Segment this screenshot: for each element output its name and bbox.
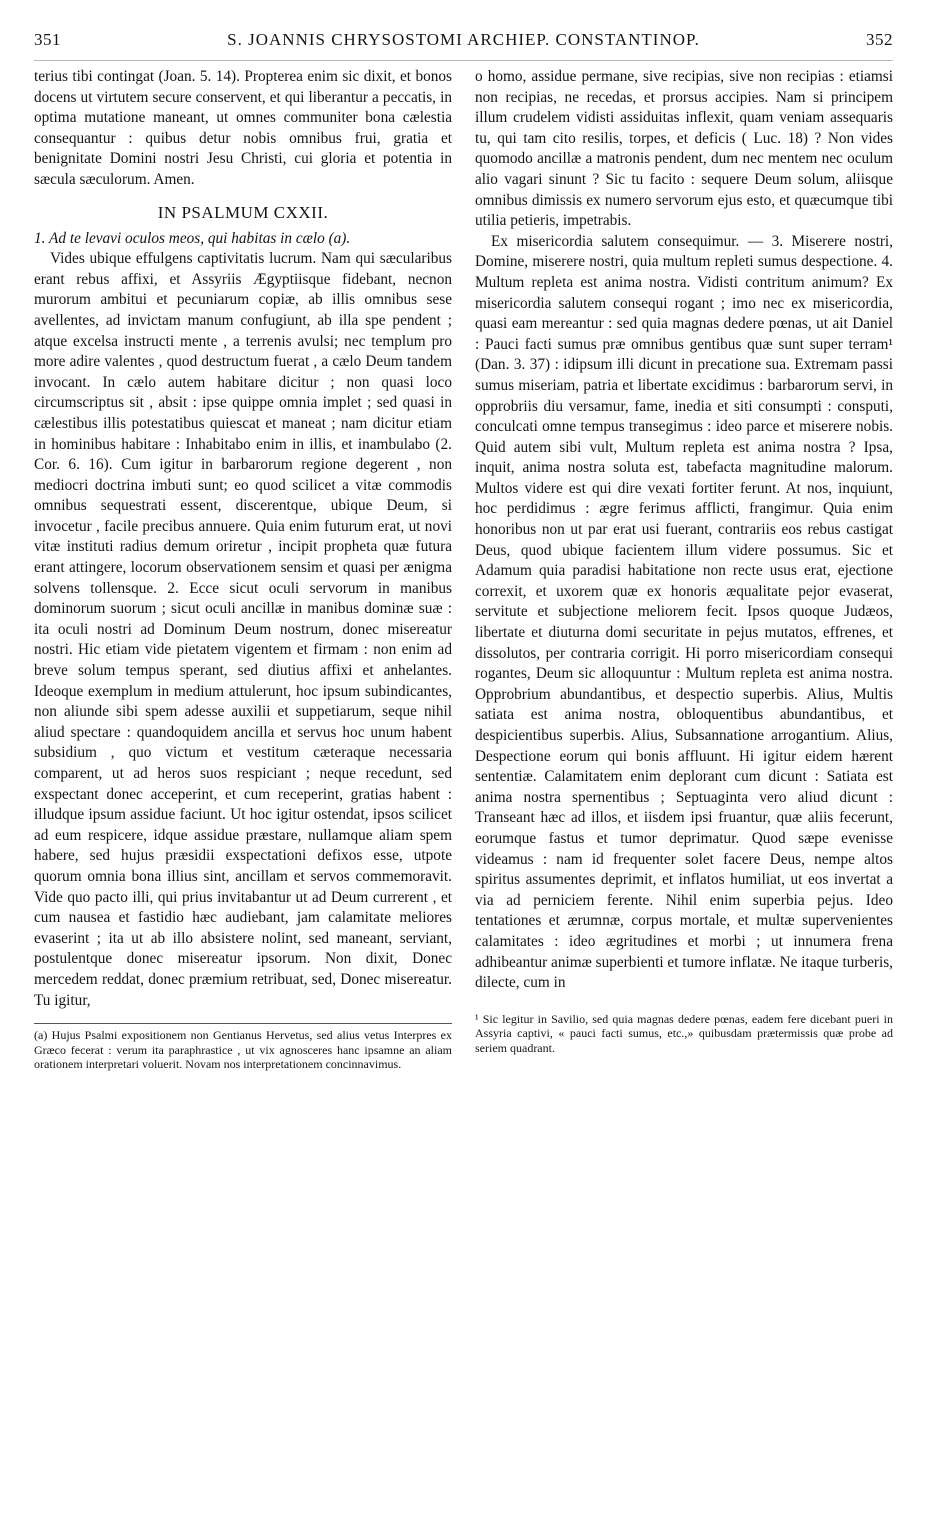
left-main-paragraph: Vides ubique effulgens captivitatis lucrum. Nam qui sæcularibus erant rebus affixi, et Assyriis Ægyptiisque fidebant, necnon murorum ambitui et pecuniarum copiæ, ab illis omnibus sese avellentes, ad invictam manum confugiunt, ab illa spe pendent ; atque excelsa instructi mente , a terrenis avulsi; nec templum pro more adire valentes , quod destructum fuerat , a cælo Deum tandem invocant. In cælo autem habitare dicitur ; non quasi loco circumscriptus sit , absit : ipse quippe omnia implet ; sed quasi in cælestibus illis potestatibus quiescat et maneat ; nam dicitur etiam in hominibus habitare : Inhabitabo enim in illis, et inambulabo (2. Cor. 6. 16). Cum igitur in barbarorum regione degerent , non mediocri doctrina imbuti sunt; eo quod scilicet a vitæ commodis omnibus sequestrati essent, discerentque, ubique Deum, si invocetur , facile precibus annuere. Quia enim futurum erat, ut novi vitæ instituti radius demum oriretur , incipit propheta quæ futura erant attingere, locorum observationem sensim et quasi per ænigma solvens tollensque. 2. Ecce sicut oculi servorum in manibus dominorum suorum ; sicut oculi ancillæ in manibus dominæ suæ : ita oculi nostri ad Dominum Deum nostrum, donec misereatur nostri. Hic etiam vide pietatem vigentem et firmam : non enim ad breve solum tempus sperant, sed diutius affixi et anhelantes. Ideoque exemplum in medium attulerunt, hoc ipsum subindicantes, non aliunde sibi spem adesse auxilii et suppetiarum, seque nihil aliud spectare : quandoquidem ancilla et servus hoc unum habent subsidium , quo victum et vestitum cæteraque necessaria comparent, ut ad heros suos respiciant ; neque recedunt, sed exspectant donec acceperint, et cum receperint, gratias habent : illudque ipsum assidue faciunt. Ut hoc igitur ostendat, ipsos scilicet ad eum respicere, idque assidue præstare, nullamque aliam spem habere, sed hujus præsidii exspectationi defixos esse, utpote quorum omnia bona illius sint, ancillam et servos commemoravit. Vide quo pacto illi, qui prius invitabantur ut ad Deum currerent , et cum nausea et fastidio hæc audiebant, jam calamitate meliores evaserint ; ita ut ab illo absistere nolint, sed maneant, serviant, postulentque donec misereatur ipsorum. Non dixit, Donec mercedem reddat, donec præmium retribuat, sed, Donec misereatur. Tu igitur, xyxy=(34,250,452,1009)
right-opening-paragraph: o homo, assidue permane, sive recipias, sive non recipias : etiamsi non recipias, ne recedas, et prorsus accipies. Nam si principem illum crudelem vidisti assiduitas inflexit, quam veniam assequaris tu, qui tam cito resilis, torpes, et deficis ( Luc. 18) ? Non vides quomodo ancillæ a matronis pendent, dum nec mentem nec oculum alio vagari sinunt ? Sic tu facito : sequere Deum solum, aliisque omnibus dimissis ex numero servorum ejus esto, et quæcumque tibi utilia petieris, impetrabis. xyxy=(475,68,893,230)
running-header xyxy=(34,30,893,61)
page-number-right: 352 xyxy=(866,30,893,49)
right-main-paragraph: Ex misericordia salutem consequimur. — 3. Miserere nostri, Domine, miserere nostri, quia multum repleti sumus despectione. 4. Multum repleta est anima nostra. Vidisti contritum animum? Ex misericordia salutem consequi rogant ; imo nec ex misericordia, quasi eam mereantur : sed quia magnas dedere pœnas, ut ait Daniel : Pauci facti sumus præ omnibus gentibus quæ sunt super terram¹ (Dan. 3. 37) : idipsum illi dicunt in precatione sua. Extremam passi sumus miseriam, patria et libertate excidimus : barbarorum servi, in opprobriis diu versamur, fame, inedia et siti consumpti : consputi, conculcati omne tempus transegimus : ideo parce et miserere nobis. Quid autem sibi vult, Multum repleta est anima nostra ? Ipsa, inquit, anima nostra soluta est, tabefacta magnitudine malorum. Multos videre est qui dire vexati fortiter ferunt. At nos, inquiunt, hoc perdidimus : ægre ferimus afflicti, frangimur. Quia enim honoribus non ut par erat usi fuerant, contrariis eos rebus castigat Deus, quod ubique facientem illum videre possumus. Sic et Adamum quia paradisi habitatione non recte usus erat, ejectione correxit, et uxorem quæ ex honoris æqualitate pejor evaserat, servitute et subjectione meliorem fecit. Ipsos quoque Judæos, libertate et diuturna domi securitate in pejus mutatos, effrenes, et dissolutos, per contraria corrigit. Hi porro misericordiam consequi rogantes, Deum sic alloquuntur : Multum repleta est anima nostra. Opprobrium abundantibus, et despectio superbis. Alius, Multis satiata est anima nostra, obloquentibus abundantibus, et despicientibus superbis. Alius, Subsannatione arrogantium. Alius, Despectione eorum qui bonis affluunt. Hi igitur eidem hærent sententiæ. Calamitatem enim deplorant cum dicunt : Satiata est anima nostra spernentibus ; Septuaginta vero aliud dicunt : Transeant hæc ad illos, et iisdem ipsi fruantur, quæ aliis fecerunt, eorumque fastus et tumor deprimatur. Quod sæpe evenisse videamus : nam id frequenter solet facere Deus, nempe altos spiritus assumentes deprimit, et inflatos humiliat, ut eos invertat a via ad perniciem ferente. Nihil enim superbia pejus. Ideo tentationes et ærumnæ, corpus mortale, et multæ supervenientes calamitates : ideo ægritudines et morbi ; ut innumera frena adhibeantur animæ superbienti et tumore inflatæ. Ne itaque turberis, dilecte, cum in xyxy=(475,232,893,992)
left-column xyxy=(34,67,452,1072)
right-column xyxy=(475,67,893,1072)
page-number-left: 351 xyxy=(34,30,61,49)
left-footnote: (a) Hujus Psalmi expositionem non Gentianus Hervetus, sed alius vetus Interpres ex Græco fecerat : verum ita paraphrastice , ut vix agnosceres hanc ipsamne an aliam orationem interpretari voluerit. Novam nos interpretationem concinnavimus. xyxy=(34,1023,452,1072)
verse-1 xyxy=(34,229,452,250)
text-columns xyxy=(34,67,893,1072)
verse-1-text: 1. Ad te levavi oculos meos, qui habitas in cælo (a). xyxy=(34,229,351,247)
section-heading: IN PSALMUM CXXII. xyxy=(157,202,329,222)
right-footnote: ¹ Sic legitur in Savilio, sed quia magnas dedere pœnas, eadem fere dicebant pueri in Assyria captivi, « pauci facti sumus, etc.,» quibusdam prætermissis quæ probe ad seriem quadrant. xyxy=(475,1011,893,1055)
running-title: S. JOANNIS CHRYSOSTOMI ARCHIEP. CONSTANTINOP. xyxy=(227,30,700,49)
left-opening-paragraph: terius tibi contingat (Joan. 5. 14). Propterea enim sic dixit, et bonos docens ut virtutem secure conservent, et qui liberantur a peccatis, in optima mutatione maneant, ut omnes communiter bona cælestia consequantur : quibus detur nobis omnibus frui, gratia et benignitate Domini nostri Jesu Christi, cui gloria et potentia in sæcula sæculorum. Amen. xyxy=(34,68,452,188)
